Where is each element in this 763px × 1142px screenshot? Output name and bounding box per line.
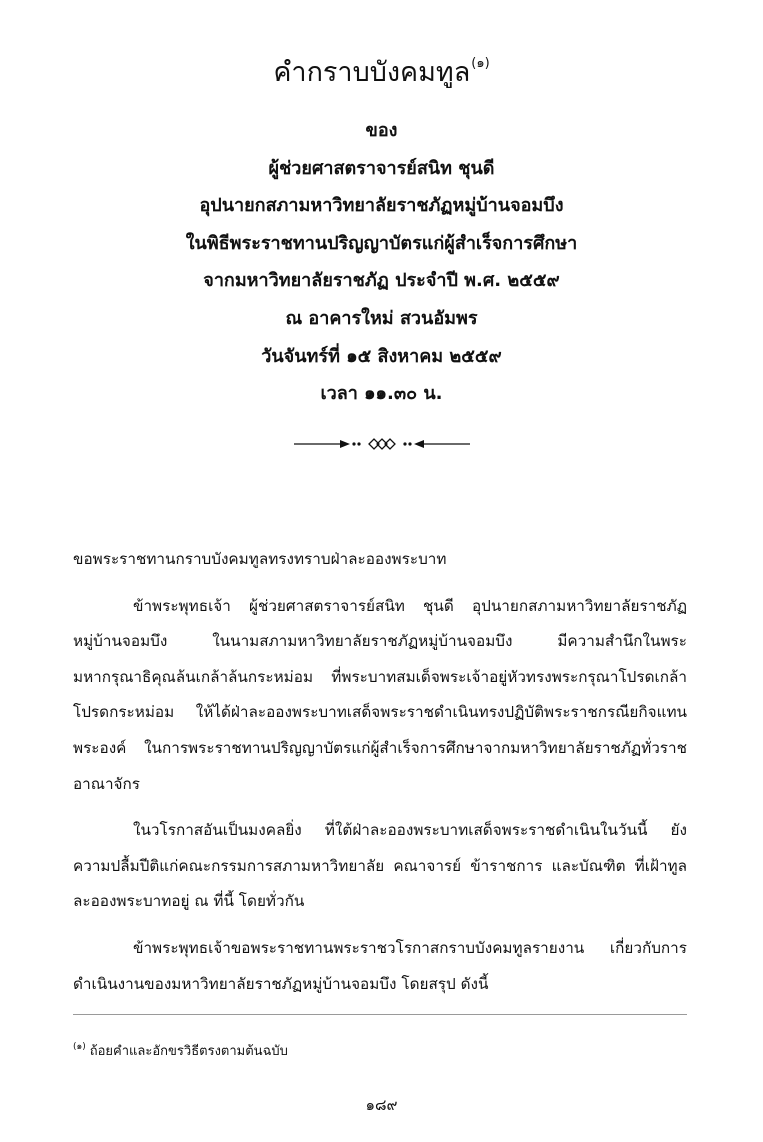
header-line-ceremony: ในพิธีพระราชทานปริญญาบัตรแก่ผู้สำเร็จการศึกษา <box>185 232 578 254</box>
paragraph-3: ข้าพระพุทธเจ้าขอพระราชทานพระราชวโรกาสกราบบังคมทูลรายงาน เกี่ยวกับการดำเนินงานของมหาวิทยาลัยราชภัฏหมู่บ้านจอมบึง โดยสรุป ดังนี้ <box>73 938 687 993</box>
paragraph-1: ข้าพระพุทธเจ้า ผู้ช่วยศาสตราจารย์สนิท ชุนดี อุปนายกสภามหาวิทยาลัยราชภัฏหมู่บ้านจอมบึง ในนามสภามหาวิทยาลัยราชภัฏหมู่บ้านจอมบึง มีความสำนึกในพระมหากรุณาธิคุณล้นเกล้าล้นกระหม่อม ที่พระบาทสมเด็จพระเจ้าอยู่หัวทรงพระกรุณาโปรดเกล้าโปรดกระหม่อม ให้ได้ฝ่าละอองพระบาทเสด็จพระราชดำเนินทรงปฏิบัติพระราชกรณียกิจแทนพระองค์ ในการพระราชทานปริญญาบัตรแก่ผู้สำเร็จการศึกษาจากมหาวิทยาลัยราชภัฏทั่วราชอาณาจักร <box>73 596 687 793</box>
footnote <box>73 1036 288 1063</box>
paragraph-2: ในวโรกาสอันเป็นมงคลยิ่ง ที่ใต้ฝ่าละอองพระบาทเสด็จพระราชดำเนินในวันนี้ ยังความปลื้มปีติแก่คณะกรรมการสภามหาวิทยาลัย คณาจารย์ ข้าราชการ และบัณฑิต ที่เฝ้าทูลละอองพระบาทอยู่ ณ ที่นี้ โดยทั่วกัน <box>73 821 687 911</box>
page-number: ๑๘๙ <box>365 1096 398 1114</box>
footnote-marker: (๑) <box>73 1042 86 1052</box>
salutation: ขอพระราชทานกราบบังคมทูลทรงทราบฝ่าละอองพระบาท <box>73 550 447 568</box>
decorative-divider <box>0 432 763 456</box>
title-footnote-marker: (๑) <box>471 56 490 71</box>
footnote-text: ถ้อยคำและอักขรวิธีตรงตามต้นฉบับ <box>89 1044 288 1059</box>
ornament-icon <box>292 432 472 456</box>
header-line-of: ของ <box>365 120 398 141</box>
speech-header <box>0 112 763 413</box>
header-line-speaker: ผู้ช่วยศาสตราจารย์สนิท ชุนดี <box>268 157 495 179</box>
header-line-time: เวลา ๑๑.๓๐ น. <box>320 383 443 405</box>
speech-body <box>73 542 687 1002</box>
header-line-position: อุปนายกสภามหาวิทยาลัยราชภัฏหมู่บ้านจอมบึง <box>199 195 564 217</box>
footnote-divider <box>73 1014 687 1015</box>
header-line-year: จากมหาวิทยาลัยราชภัฏ ประจำปี พ.ศ. ๒๕๕๙ <box>203 270 560 292</box>
header-line-date: วันจันทร์ที่ ๑๕ สิงหาคม ๒๕๕๙ <box>261 345 502 367</box>
header-line-venue: ณ อาคารใหม่ สวนอัมพร <box>285 307 478 329</box>
page-title <box>0 44 763 93</box>
title-text: คำกราบบังคมทูล <box>273 57 471 88</box>
